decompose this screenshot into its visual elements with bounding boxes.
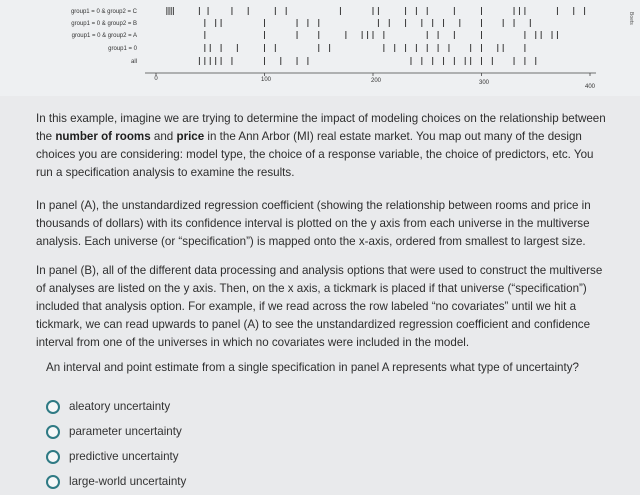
panel-a-paragraph: In panel (A), the unstandardized regression coefficient (showing the relationship between rooms and price in thousands of dollars) with its confidence interval is plotted on the y axis from each universe in the multiverse analysis. Each universe (or “specification”) is mapped onto the x-axis, ordered from smallest to largest size. — [36, 199, 591, 248]
panel-b-paragraph: In panel (B), all of the different data processing and analysis options that were used to construct the multiverse of analyses are listed on the y axis. Then, on the x axis, a tickmark is placed if that universe (“specification”) included that analysis option. For example, if we read across the row labeled “no covariates” until we hit a tickmark, we can read upwards to panel (A) to see the unstandardized regression coefficient and confidence interval from one of the universes in which no covariates were included in the model. — [36, 264, 603, 349]
intro-paragraph — [36, 110, 610, 182]
x-tick-label: 0 — [154, 76, 158, 82]
bold-term-rooms: number of rooms — [55, 130, 151, 143]
answer-option-parameter[interactable] — [46, 419, 186, 444]
answer-option-aleatory[interactable] — [46, 394, 186, 419]
row-labels — [71, 9, 138, 65]
row-label: all — [130, 59, 137, 65]
radio-button[interactable] — [46, 475, 60, 489]
intro-text: In this example, imagine we are trying to determine the impact of modeling choices on the relationship between the — [36, 112, 606, 143]
specification-tick-chart — [0, 0, 640, 96]
row-label: group1 = 0 & group2 = C — [70, 9, 137, 15]
x-tick-label: 300 — [478, 80, 490, 86]
row-label: group1 = 0 — [108, 46, 137, 52]
answer-label: predictive uncertainty — [69, 450, 179, 463]
x-tick-label: 200 — [370, 78, 382, 84]
answer-label: parameter uncertainty — [69, 425, 182, 438]
x-axis-ticks — [156, 73, 590, 76]
x-tick-label: 400 — [584, 84, 596, 90]
question-prompt: An interval and point estimate from a single specification in panel A represents what type of uncertainty? — [46, 361, 579, 374]
radio-button[interactable] — [46, 450, 60, 464]
answer-label: aleatory uncertainty — [69, 400, 171, 413]
x-tick-label: 100 — [260, 77, 272, 83]
bold-term-price: price — [176, 130, 205, 143]
answer-option-large-world[interactable] — [46, 469, 186, 494]
row-label: group1 = 0 & group2 = A — [71, 33, 137, 39]
answer-option-predictive[interactable] — [46, 444, 186, 469]
tick-marks — [167, 7, 585, 65]
radio-button[interactable] — [46, 425, 60, 439]
answer-label: large-world uncertainty — [69, 475, 187, 488]
side-label: Boets — [628, 12, 634, 25]
x-axis-tick-labels — [154, 76, 595, 90]
row-label: group1 = 0 & group2 = B — [71, 21, 137, 27]
intro-text-and: and — [150, 130, 177, 143]
intro-text-rest: in the Ann Arbor (MI) real estate market. You map out many of the design choices you are considering: model type, the choice of a response variable, the choice of predictors, etc. You run a specification analysis to examine the results. — [36, 130, 594, 179]
answer-options — [46, 394, 186, 494]
radio-button[interactable] — [46, 400, 60, 414]
